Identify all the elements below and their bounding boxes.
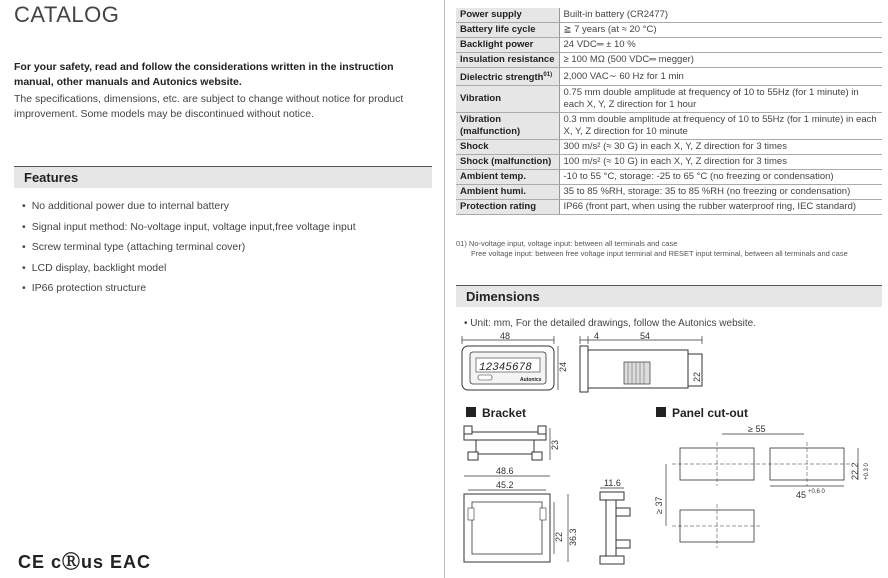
spec-value: ≥ 100 MΩ (500 VDC═ megger) <box>559 53 882 68</box>
spec-label-text: Vibration <box>460 93 501 105</box>
panel-cutout-heading-text: Panel cut-out <box>672 406 749 420</box>
feature-item: • No additional power due to internal battery <box>22 200 356 221</box>
spec-label-text: Power supply <box>460 9 522 20</box>
spec-label-text: Battery life cycle <box>460 24 536 35</box>
spec-value: ≧ 7 years (at ≈ 20 °C) <box>559 23 882 38</box>
spec-row <box>456 200 882 215</box>
spec-label-text: Backlight power <box>460 39 534 50</box>
spec-value: 0.75 mm double amplitude at frequency of 10 to 55Hz (for 1 minute) in each X, Y, Z direction for 1 hour <box>559 86 882 113</box>
safety-notice-bold: For your safety, read and follow the considerations written in the instruction manual, other manuals and Autonics website. <box>14 61 394 88</box>
spec-value: 0.3 mm double amplitude at frequency of 10 to 55Hz (for 1 minute) in each X, Y, Z direction for 10 minute <box>559 113 882 140</box>
dim-54-label: 54 <box>640 331 651 341</box>
dim-37-label: ≥ 37 <box>654 496 664 514</box>
dim-55-label: ≥ 55 <box>748 424 766 434</box>
dim-48-6-label: 48.6 <box>496 466 514 476</box>
front-view-drawing <box>456 330 568 400</box>
spec-label <box>456 185 559 200</box>
dim-48-label: 48 <box>500 331 511 341</box>
spec-label <box>456 86 559 113</box>
spec-value: 2,000 VAC∼ 60 Hz for 1 min <box>559 68 882 86</box>
feature-item: • IP66 protection structure <box>22 282 356 303</box>
spec-value: 24 VDC═ ± 10 % <box>559 38 882 53</box>
certification-marks: CE cⓇus EAC <box>18 552 152 572</box>
dim-22-b-label: 22 <box>554 531 564 542</box>
spec-label <box>456 113 559 140</box>
dim-22-label: 22 <box>692 371 702 382</box>
bracket-front-drawing <box>458 466 584 576</box>
dim-22-2-tolerance: +0.3 0 <box>864 463 870 480</box>
spec-row <box>456 170 882 185</box>
dim-11-6-label: 11.6 <box>604 478 621 488</box>
bracket-heading <box>466 406 526 420</box>
lcd-digits: 12345678 <box>479 362 532 374</box>
column-divider <box>444 0 445 578</box>
dim-36-3-label: 36.3 <box>568 528 578 546</box>
side-view-drawing <box>572 330 712 400</box>
dim-45-label: 45 <box>796 490 807 500</box>
footnote <box>456 239 848 259</box>
footnote-line-2: Free voltage input: between free voltage input terminal and RESET input terminal, between all terminals and case <box>471 249 848 258</box>
safety-notice: The specifications, dimensions, etc. are subject to change without notice for product improvement. Some models may be discontinued without notice. <box>14 93 404 120</box>
bracket-side-drawing <box>594 478 644 574</box>
spec-label <box>456 23 559 38</box>
spec-value: IP66 (front part, when using the rubber waterproof ring, IEC standard) <box>559 200 882 215</box>
features-heading: Features <box>14 166 432 188</box>
spec-row <box>456 155 882 170</box>
spec-label-text: Shock <box>460 141 489 153</box>
spec-row <box>456 185 882 200</box>
dim-45-tolerance: +0.6 0 <box>808 489 825 495</box>
spec-label <box>456 53 559 68</box>
dimensions-heading: Dimensions <box>456 285 882 307</box>
spec-row <box>456 113 882 140</box>
spec-row <box>456 8 882 23</box>
dim-23-label: 23 <box>550 439 560 450</box>
spec-value: -10 to 55 °C, storage: -25 to 65 °C (no freezing or condensation) <box>559 170 882 185</box>
spec-label-text: Vibration (malfunction) <box>460 114 521 138</box>
unit-note-text: Unit: mm, For the detailed drawings, follow the Autonics website. <box>470 318 756 329</box>
spec-value: Built-in battery (CR2477) <box>559 8 882 23</box>
spec-row <box>456 68 882 86</box>
unit-note: • Unit: mm, For the detailed drawings, follow the Autonics website. <box>464 318 756 329</box>
spec-label <box>456 68 559 86</box>
spec-row <box>456 23 882 38</box>
spec-value: 35 to 85 %RH, storage: 35 to 85 %RH (no freezing or condensation) <box>559 185 882 200</box>
spec-label-text: Dielectric strength <box>460 72 544 84</box>
dim-24-label: 24 <box>558 361 568 372</box>
spec-row <box>456 53 882 68</box>
spec-label <box>456 155 559 170</box>
spec-row <box>456 86 882 113</box>
feature-item: • Screw terminal type (attaching terminal cover) <box>22 241 356 262</box>
brand-logo: Autonics <box>520 377 542 383</box>
spec-row <box>456 140 882 155</box>
dim-4-label: 4 <box>594 331 600 341</box>
spec-label-text: Shock (malfunction) <box>460 156 552 168</box>
dim-22-2-label: 22.2 <box>850 462 860 480</box>
feature-item: • LCD display, backlight model <box>22 262 356 283</box>
spec-row <box>456 38 882 53</box>
spec-label <box>456 38 559 53</box>
spec-value: 100 m/s² (≈ 10 G) in each X, Y, Z direction for 3 times <box>559 155 882 170</box>
panel-cutout-heading <box>656 406 748 420</box>
page-title: CATALOG <box>14 2 120 27</box>
footnote-line-1: 01) No-voltage input, voltage input: between all terminals and case <box>456 239 678 248</box>
spec-label-text: Ambient humi. <box>460 186 526 198</box>
dim-45-2-label: 45.2 <box>496 480 514 490</box>
spec-label-text: Ambient temp. <box>460 171 526 183</box>
bracket-top-drawing <box>458 422 568 468</box>
spec-label-text: Insulation resistance <box>460 54 555 65</box>
specifications-table <box>456 8 882 215</box>
spec-label <box>456 170 559 185</box>
feature-item: • Signal input method: No-voltage input, voltage input,free voltage input <box>22 221 356 242</box>
spec-label <box>456 140 559 155</box>
features-list <box>22 200 356 303</box>
spec-value: 300 m/s² (≈ 30 G) in each X, Y, Z direction for 3 times <box>559 140 882 155</box>
footnote-ref: 01) <box>543 72 553 78</box>
panel-cutout-drawing <box>652 422 882 550</box>
spec-label-text: Protection rating <box>460 201 537 213</box>
bracket-heading-text: Bracket <box>482 406 527 420</box>
spec-label <box>456 8 559 23</box>
spec-label <box>456 200 559 215</box>
